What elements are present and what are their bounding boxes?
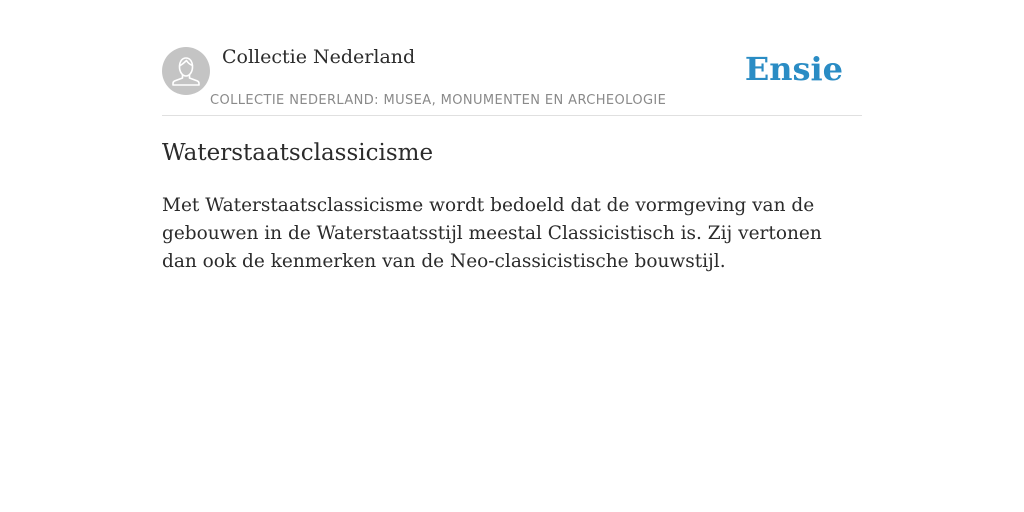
article-body: Met Waterstaatsclassicisme wordt bedoeld dat de vormgeving van de gebouwen in de Waterstaatsstijl meestal Classicistisch is. Zij vertonen dan ook de kenmerken van de Neo-classicistische bouwstijl. [162, 195, 822, 272]
author-header [162, 40, 862, 116]
author-name[interactable]: Collectie Nederland [222, 46, 416, 68]
article-title: Waterstaatsclassicisme [162, 140, 434, 166]
author-avatar[interactable] [162, 47, 210, 95]
ensie-logo[interactable]: Ensie [744, 50, 843, 88]
author-subtitle[interactable]: COLLECTIE NEDERLAND: MUSEA, MONUMENTEN EN ARCHEOLOGIE [210, 93, 667, 108]
user-silhouette-icon [162, 47, 210, 95]
